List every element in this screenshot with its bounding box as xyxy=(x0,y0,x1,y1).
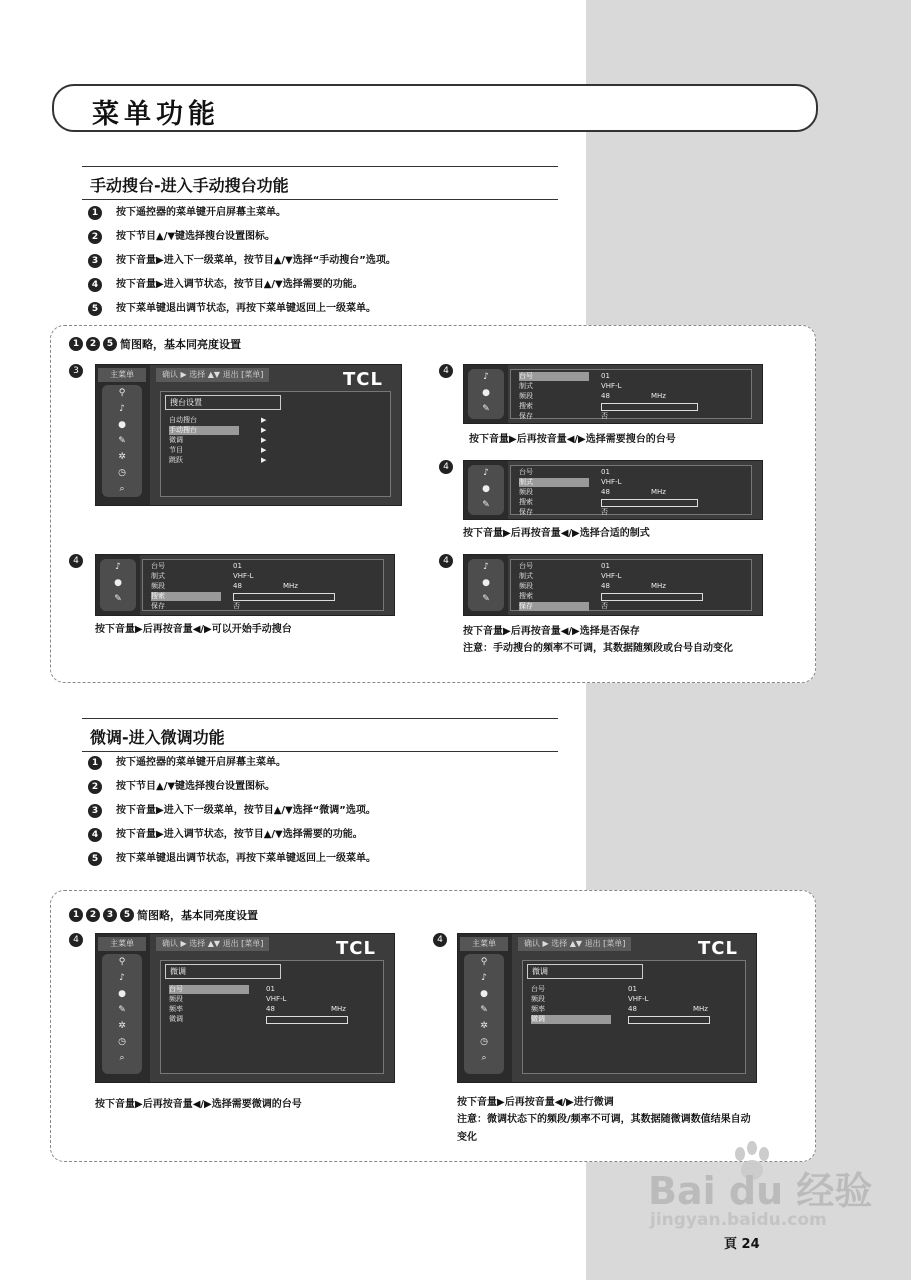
submenu-item: 微调 xyxy=(169,1015,183,1023)
submenu-item: 频段 xyxy=(519,488,533,496)
submenu-item: 节目 xyxy=(169,446,183,454)
submenu-item: 频段 xyxy=(151,582,165,590)
tv-hint-bar: 确认 ▶ 选择 ▲▼ 退出 [菜单] xyxy=(156,937,269,951)
arrow-right-icon: ▶ xyxy=(261,426,267,434)
submenu-item: 制式 xyxy=(519,572,533,580)
dot-icon: ● xyxy=(482,484,490,494)
submenu-value: 否 xyxy=(601,412,608,420)
search-icon: ⌕ xyxy=(481,1053,487,1063)
step-item xyxy=(88,828,376,852)
search-progress-bar xyxy=(601,403,698,411)
tv-icon-column xyxy=(102,385,142,497)
music-icon: ♪ xyxy=(483,468,489,478)
tv-crop-screen xyxy=(463,554,763,616)
tv-submenu xyxy=(510,369,752,419)
step-number: 4 xyxy=(88,278,102,292)
tv-crop-screen xyxy=(463,364,763,424)
submenu-value: 否 xyxy=(601,508,608,516)
search-progress-bar xyxy=(601,499,698,507)
submenu-item: 台号 xyxy=(531,985,545,993)
tv-submenu xyxy=(522,960,746,1074)
tv-menu-screen xyxy=(457,933,757,1083)
clock-icon: ◷ xyxy=(118,468,126,478)
submenu-item: 台号 xyxy=(519,372,589,381)
submenu-item: 台号 xyxy=(151,562,165,570)
step-badge: 2 xyxy=(86,337,100,351)
step-item xyxy=(88,254,396,278)
submenu-item: 台号 xyxy=(519,468,533,476)
clock-icon: ◷ xyxy=(480,1037,488,1047)
submenu-item: 频段 xyxy=(531,995,545,1003)
submenu-title: 搜台设置 xyxy=(165,395,281,410)
dot-icon: ● xyxy=(482,388,490,398)
dot-icon: ● xyxy=(480,989,488,999)
step-number: 1 xyxy=(88,206,102,220)
submenu-value: VHF-L xyxy=(601,478,622,486)
shot-caption: 按下音量▶后再按音量◀/▶选择是否保存 xyxy=(463,626,640,637)
step-number: 3 xyxy=(88,804,102,818)
clock-icon: ◷ xyxy=(118,1037,126,1047)
wrench-icon: ✎ xyxy=(118,1005,126,1015)
submenu-item: 微调 xyxy=(531,1015,611,1024)
gear-icon: ✲ xyxy=(118,452,126,462)
tv-crop-screen xyxy=(95,554,395,616)
arrow-right-icon: ▶ xyxy=(261,446,267,454)
wrench-icon: ✎ xyxy=(482,500,490,510)
submenu-item: 频段 xyxy=(169,995,183,1003)
step-number: 2 xyxy=(88,780,102,794)
step-number: 5 xyxy=(88,302,102,316)
submenu-item: 跳跃 xyxy=(169,456,183,464)
submenu-item: 保存 xyxy=(519,508,533,516)
tcl-logo: TCL xyxy=(343,369,383,390)
watermark-url: jingyan.baidu.com xyxy=(650,1210,827,1230)
step-badge: 1 xyxy=(69,908,83,922)
tv-menu-screen xyxy=(95,364,402,506)
tv-sidebar-tab: 主菜单 xyxy=(98,368,146,382)
step-item xyxy=(88,852,376,876)
tv-icon-column xyxy=(464,954,504,1074)
submenu-value: VHF-L xyxy=(628,995,649,1003)
submenu-item: 频率 xyxy=(531,1005,545,1013)
step-badge: 1 xyxy=(69,337,83,351)
submenu-value: VHF-L xyxy=(601,382,622,390)
section1-steps xyxy=(88,206,396,326)
step-text: 按下遥控器的菜单键开启屏幕主菜单。 xyxy=(116,207,286,218)
step-item xyxy=(88,230,396,254)
tv-submenu xyxy=(160,391,391,497)
step-badge: 4 xyxy=(439,554,453,568)
submenu-title: 微调 xyxy=(165,964,281,979)
submenu-item: 手动搜台 xyxy=(169,426,239,435)
search-progress-bar xyxy=(233,593,335,601)
panel-heading-text: 简图略，基本同亮度设置 xyxy=(137,909,258,922)
dot-icon: ● xyxy=(118,420,126,430)
tv-icon-column xyxy=(468,369,504,419)
submenu-item: 频率 xyxy=(169,1005,183,1013)
step-text: 按下音量▶进入下一级菜单，按节目▲/▼选择“微调”选项。 xyxy=(116,805,376,816)
step-badge: 3 xyxy=(69,364,83,378)
fine-tune-bar xyxy=(628,1016,710,1024)
submenu-value: MHz xyxy=(651,392,666,400)
submenu-value: 48 xyxy=(628,1005,637,1013)
step-text: 按下节目▲/▼键选择搜台设置图标。 xyxy=(116,781,276,792)
step-item xyxy=(88,302,396,326)
wrench-icon: ✎ xyxy=(482,404,490,414)
submenu-value: 48 xyxy=(601,392,610,400)
submenu-item: 保存 xyxy=(519,602,589,611)
step-badge: 4 xyxy=(439,460,453,474)
step-number: 5 xyxy=(88,852,102,866)
arrow-right-icon: ▶ xyxy=(261,436,267,444)
note-text: 注意：微调状态下的频段/频率不可调，其数据随微调数值结果自动变化 xyxy=(457,1114,751,1143)
wrench-icon: ✎ xyxy=(482,594,490,604)
dot-icon: ● xyxy=(114,578,122,588)
submenu-item: 制式 xyxy=(519,382,533,390)
panel-heading xyxy=(69,336,241,352)
shot-caption: 按下音量▶后再按音量◀/▶选择需要微调的台号 xyxy=(95,1099,302,1110)
submenu-item: 台号 xyxy=(519,562,533,570)
submenu-value: 01 xyxy=(601,562,610,570)
tv-hint-bar: 确认 ▶ 选择 ▲▼ 退出 [菜单] xyxy=(518,937,631,951)
tv-icon-column xyxy=(100,559,136,611)
section2-heading: 微调-进入微调功能 xyxy=(90,728,225,747)
submenu-item: 搜索 xyxy=(519,592,533,600)
submenu-value: 否 xyxy=(233,602,240,610)
submenu-title: 微调 xyxy=(527,964,643,979)
tv-submenu xyxy=(160,960,384,1074)
step-badge: 4 xyxy=(439,364,453,378)
step-number: 1 xyxy=(88,756,102,770)
dot-icon: ● xyxy=(118,989,126,999)
step-text: 按下音量▶进入调节状态，按节目▲/▼选择需要的功能。 xyxy=(116,279,363,290)
submenu-item: 搜索 xyxy=(519,498,533,506)
tv-icon-column xyxy=(468,559,504,611)
step-item xyxy=(88,206,396,230)
music-icon: ♪ xyxy=(119,973,125,983)
shot-caption: 按下音量▶后再按音量◀/▶选择合适的制式 xyxy=(463,528,650,539)
tv-hint-bar: 确认 ▶ 选择 ▲▼ 退出 [菜单] xyxy=(156,368,269,382)
submenu-value: MHz xyxy=(651,582,666,590)
search-icon: ⌕ xyxy=(119,484,125,494)
panel-heading-text: 简图略，基本同亮度设置 xyxy=(120,338,241,351)
page-title: 菜单功能 xyxy=(92,99,220,130)
step-text: 按下遥控器的菜单键开启屏幕主菜单。 xyxy=(116,757,286,768)
step-badge: 4 xyxy=(69,554,83,568)
submenu-value: VHF-L xyxy=(601,572,622,580)
step-text: 按下节目▲/▼键选择搜台设置图标。 xyxy=(116,231,276,242)
step-item xyxy=(88,756,376,780)
submenu-value: 01 xyxy=(628,985,637,993)
submenu-value: MHz xyxy=(283,582,298,590)
submenu-value: 48 xyxy=(233,582,242,590)
step-text: 按下音量▶进入调节状态，按节目▲/▼选择需要的功能。 xyxy=(116,829,363,840)
tv-crop-screen xyxy=(463,460,763,520)
step-badge: 4 xyxy=(69,933,83,947)
shot-caption: 按下音量▶后再按音量◀/▶进行微调 xyxy=(457,1097,614,1108)
page-number: 頁 24 xyxy=(724,1237,760,1252)
page-title-box xyxy=(52,84,818,132)
tcl-logo: TCL xyxy=(698,938,738,959)
section2-diagram-panel xyxy=(50,890,816,1162)
shot-caption: 按下音量▶后再按音量◀/▶选择需要搜台的台号 xyxy=(469,434,676,445)
submenu-value: VHF-L xyxy=(266,995,287,1003)
submenu-item: 自动搜台 xyxy=(169,416,197,424)
tv-sidebar-tab: 主菜单 xyxy=(98,937,146,951)
submenu-value: 48 xyxy=(266,1005,275,1013)
music-icon: ♪ xyxy=(481,973,487,983)
music-icon: ♪ xyxy=(483,562,489,572)
submenu-item: 搜索 xyxy=(151,592,221,601)
dot-icon: ● xyxy=(482,578,490,588)
tcl-logo: TCL xyxy=(336,938,376,959)
submenu-item: 保存 xyxy=(519,412,533,420)
step-badge: 2 xyxy=(86,908,100,922)
tv-sidebar-tab: 主菜单 xyxy=(460,937,508,951)
submenu-value: 01 xyxy=(601,468,610,476)
submenu-item: 制式 xyxy=(519,478,589,487)
submenu-value: 01 xyxy=(266,985,275,993)
step-text: 按下音量▶进入下一级菜单，按节目▲/▼选择“手动搜台”选项。 xyxy=(116,255,396,266)
music-icon: ♪ xyxy=(483,372,489,382)
music-icon: ♪ xyxy=(115,562,121,572)
step-number: 3 xyxy=(88,254,102,268)
music-icon: ♪ xyxy=(119,404,125,414)
step-item xyxy=(88,804,376,828)
submenu-value: 否 xyxy=(601,602,608,610)
step-item xyxy=(88,780,376,804)
submenu-item: 制式 xyxy=(151,572,165,580)
submenu-value: MHz xyxy=(651,488,666,496)
step-item xyxy=(88,278,396,302)
tv-icon-column xyxy=(102,954,142,1074)
step-badge: 4 xyxy=(433,933,447,947)
tv-icon-column xyxy=(468,465,504,515)
wrench-icon: ✎ xyxy=(114,594,122,604)
submenu-value: MHz xyxy=(331,1005,346,1013)
arrow-right-icon: ▶ xyxy=(261,456,267,464)
submenu-item: 搜索 xyxy=(519,402,533,410)
note-text: 注意：手动搜台的频率不可调，其数据随频段或台号自动变化 xyxy=(463,643,733,654)
step-number: 4 xyxy=(88,828,102,842)
panel-heading xyxy=(69,907,258,923)
submenu-value: MHz xyxy=(693,1005,708,1013)
step-number: 2 xyxy=(88,230,102,244)
search-progress-bar xyxy=(601,593,703,601)
tv-submenu xyxy=(510,465,752,515)
shot-caption: 按下音量▶后再按音量◀/▶可以开始手动搜台 xyxy=(95,624,292,635)
section1-heading: 手动搜台-进入手动搜台功能 xyxy=(90,176,289,195)
wrench-icon: ✎ xyxy=(118,436,126,446)
arrow-right-icon: ▶ xyxy=(261,416,267,424)
antenna-icon: ⚲ xyxy=(118,388,126,398)
section1-diagram-panel xyxy=(50,325,816,683)
submenu-value: 01 xyxy=(233,562,242,570)
watermark-brand: Bai du 经验 xyxy=(648,1169,873,1213)
step-text: 按下菜单键退出调节状态，再按下菜单键返回上一级菜单。 xyxy=(116,303,376,314)
search-icon: ⌕ xyxy=(119,1053,125,1063)
antenna-icon: ⚲ xyxy=(480,957,488,967)
submenu-item: 微调 xyxy=(169,436,183,444)
step-badge: 5 xyxy=(103,337,117,351)
tv-menu-screen xyxy=(95,933,395,1083)
submenu-item: 频段 xyxy=(519,392,533,400)
tv-submenu xyxy=(142,559,384,611)
step-badge: 5 xyxy=(120,908,134,922)
submenu-value: 48 xyxy=(601,488,610,496)
section2-heading-bar xyxy=(82,718,558,752)
section2-steps xyxy=(88,756,376,876)
step-badge: 3 xyxy=(103,908,117,922)
wrench-icon: ✎ xyxy=(480,1005,488,1015)
gear-icon: ✲ xyxy=(480,1021,488,1031)
submenu-item: 台号 xyxy=(169,985,249,994)
step-text: 按下菜单键退出调节状态，再按下菜单键返回上一级菜单。 xyxy=(116,853,376,864)
gear-icon: ✲ xyxy=(118,1021,126,1031)
submenu-value: 01 xyxy=(601,372,610,380)
antenna-icon: ⚲ xyxy=(118,957,126,967)
section1-heading-bar xyxy=(82,166,558,200)
submenu-item: 频段 xyxy=(519,582,533,590)
submenu-value: 48 xyxy=(601,582,610,590)
tv-submenu xyxy=(510,559,752,611)
fine-tune-bar xyxy=(266,1016,348,1024)
submenu-item: 保存 xyxy=(151,602,165,610)
submenu-value: VHF-L xyxy=(233,572,254,580)
